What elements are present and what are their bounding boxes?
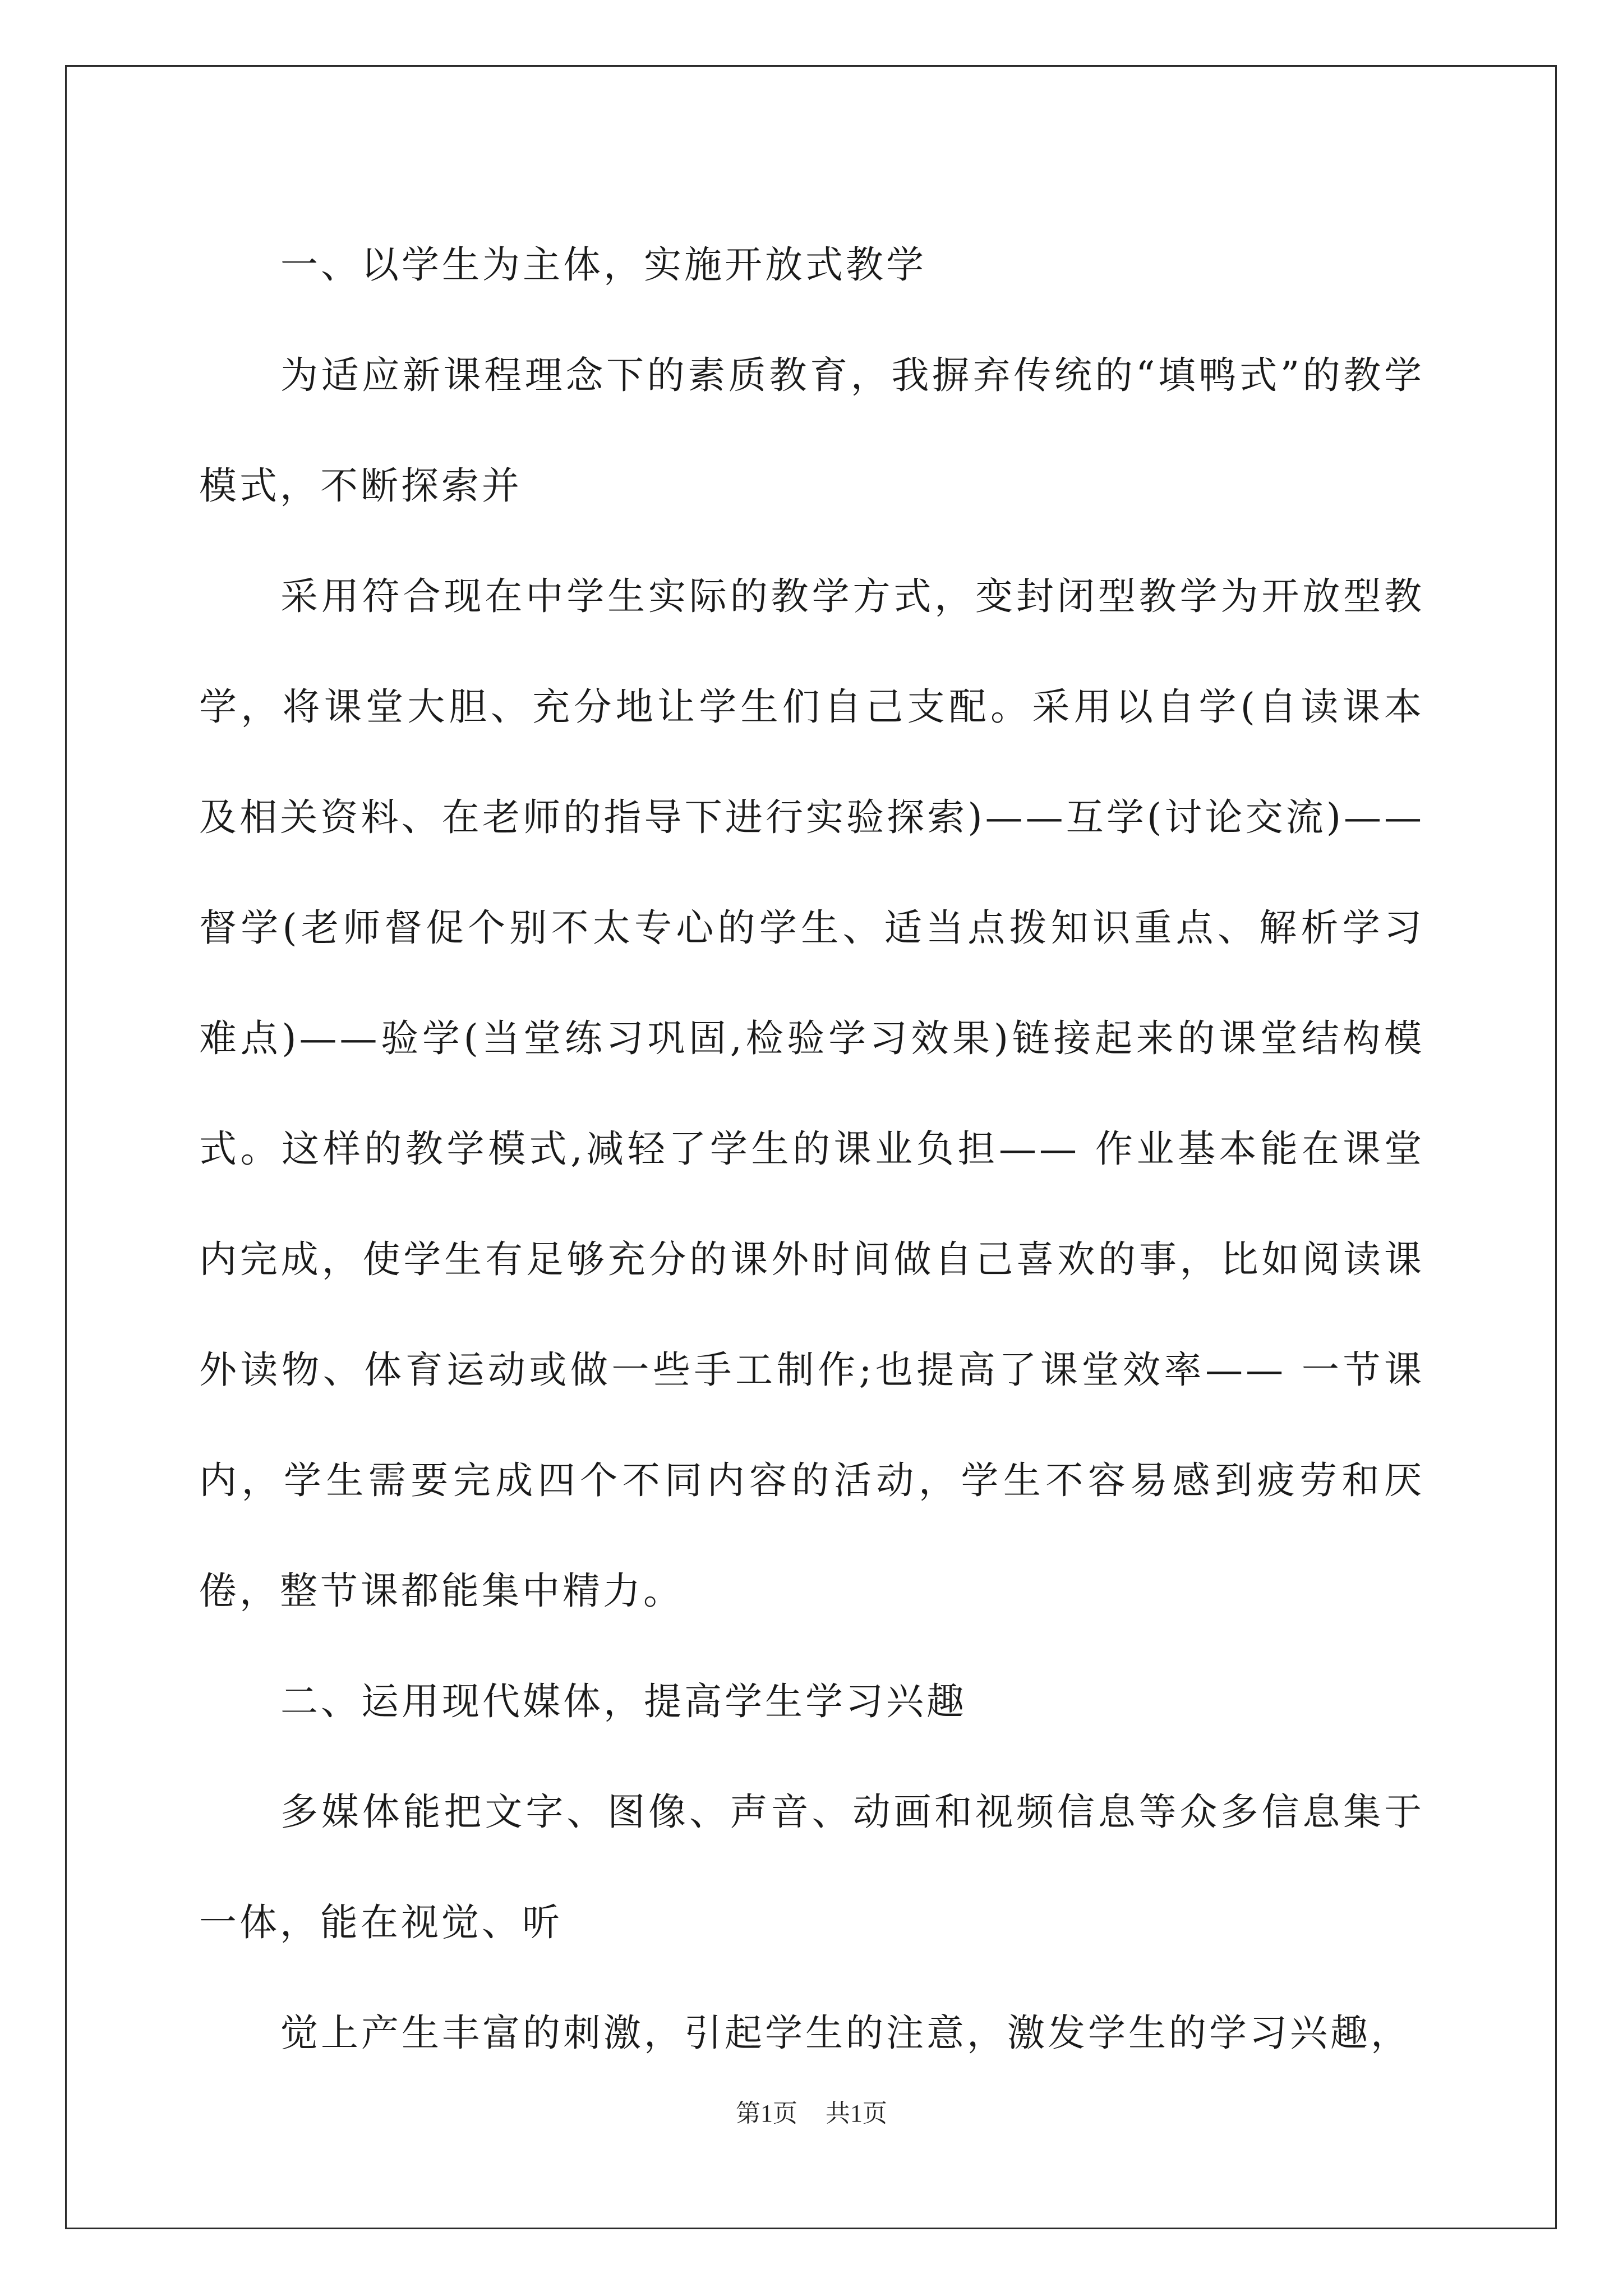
heading-section-1: 一、以学生为主体，实施开放式教学 — [280, 243, 926, 287]
heading-section-2: 二、运用现代媒体，提高学生学习兴趣 — [280, 1680, 967, 1723]
page-number: 第1页 — [736, 2100, 797, 2127]
paragraph: 觉上产生丰富的刺激，引起学生的注意，激发学生的学习兴趣， — [280, 2011, 1411, 2055]
paragraph: 采用符合现在中学生实际的教学方式，变封闭型教学为开放型教学，将课堂大胆、充分地让学生们自己支配。采用以自学(自读课本及相关资料、在老师的指导下进行实验探索)——互学(讨论交流)——督学(老师督促个别不太专心的学生、适当点拨知识重点、解析学习难点)——验学(当堂练习巩固,检验学习效果)链接起来的课堂结构模式。这样的教学模式,减轻了学生的课业负担—— 作业基本能在课堂内完成，使学生有足够充分的课外时间做自己喜欢的事，比如阅读课外读物、体育运动或做一些手工制作;也提高了课堂效率—— 一节课内，学生需要完成四个不同内容的活动，学生不容易感到疲劳和厌倦，整节课都能集中精力。 — [199, 574, 1424, 1613]
document-body — [199, 210, 1424, 2088]
paragraph: 为适应新课程理念下的素质教育，我摒弃传统的“填鸭式”的教学模式，不断探索并 — [199, 353, 1424, 508]
page-footer — [0, 2097, 1623, 2131]
page-total: 共1页 — [826, 2100, 887, 2127]
paragraph: 多媒体能把文字、图像、声音、动画和视频信息等众多信息集于一体，能在视觉、听 — [199, 1790, 1424, 1944]
